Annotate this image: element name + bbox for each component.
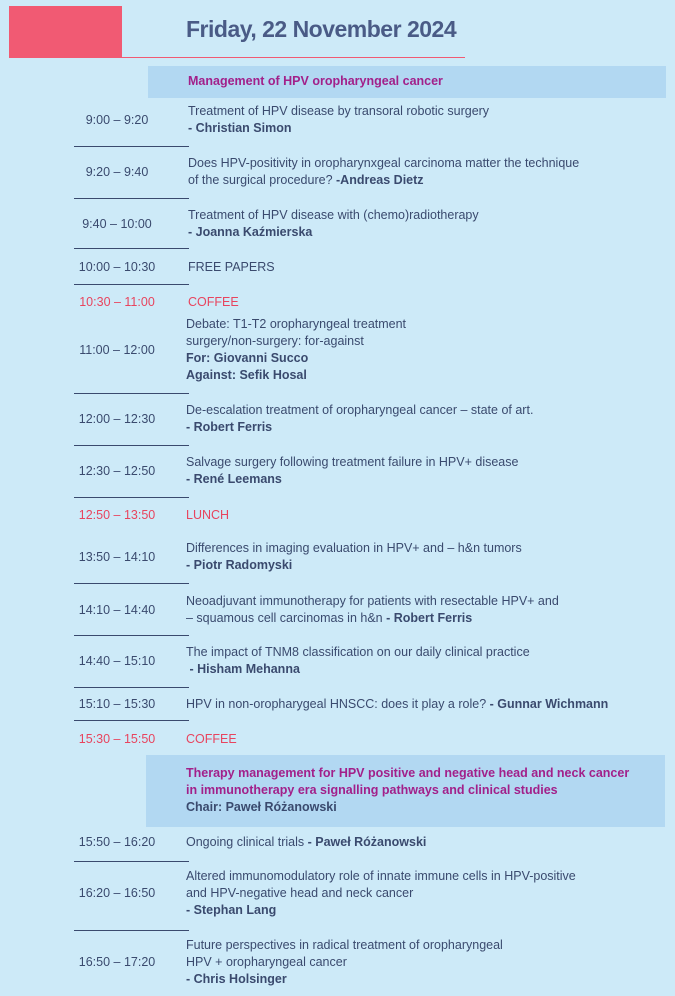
session-title-line [186,610,626,627]
section-header [148,66,666,98]
section-title: Management of HPV oropharyngeal cancer [188,74,443,88]
row-divider [74,198,189,199]
speaker-name: - Robert Ferris [386,611,473,625]
schedule-row [74,593,634,633]
time-slot: 16:50 – 17:20 [78,955,156,969]
row-divider [74,930,189,931]
schedule-row [74,258,634,278]
schedule-row [74,540,634,580]
accent-block [9,6,122,58]
session-title: Treatment of HPV disease by transoral robotic surgery [188,104,490,118]
time-slot: 15:30 – 15:50 [78,732,156,746]
session-description [186,507,626,524]
speaker-name: - Joanna Kaźmierska [188,225,313,239]
time-slot: 14:10 – 14:40 [78,603,156,617]
time-slot: 15:10 – 15:30 [78,697,156,711]
row-divider [74,497,189,498]
session-title-line [186,834,626,851]
session-description [188,259,628,276]
session-description [186,696,626,713]
session-title: of the surgical procedure? [188,173,337,187]
schedule-row [74,155,634,195]
time-slot: 9:40 – 10:00 [82,217,152,231]
session-title: Treatment of HPV disease with (chemo)radiotherapy [188,208,479,222]
session-description [186,868,626,919]
session-title: COFFEE [186,732,237,746]
speaker-name: - Hisham Mehanna [186,662,300,676]
time-slot: 9:20 – 9:40 [85,165,149,179]
schedule-row [74,868,634,923]
row-divider [74,445,189,446]
schedule-row [74,833,634,853]
row-divider [74,635,189,636]
session-title: Ongoing clinical trials [186,835,308,849]
speaker-name: - Paweł Różanowski [307,835,427,849]
time-slot: 16:20 – 16:50 [78,886,156,900]
session-title-line [188,172,628,189]
schedule-row [74,103,634,143]
time-slot: 11:00 – 12:00 [79,343,155,357]
session-title: HPV in non-oropharygeal HNSCC: does it play a role? [186,697,490,711]
row-divider [74,248,189,249]
row-divider [74,583,189,584]
schedule-row [74,695,634,715]
section-title-line: in immunotherapy era signalling pathways and clinical studies [186,783,558,797]
session-title: The impact of TNM8 classification on our daily clinical practice [186,645,530,659]
row-divider [74,687,189,688]
time-slot: 9:00 – 9:20 [85,113,149,127]
time-slot: 12:00 – 12:30 [78,412,156,426]
section-title-line: Therapy management for HPV positive and negative head and neck cancer [186,766,630,780]
time-slot: 10:30 – 11:00 [79,295,155,309]
time-slot: 13:50 – 14:10 [78,550,156,564]
schedule-row [74,644,634,684]
schedule-row [74,402,634,442]
section-chair: Chair: Paweł Różanowski [186,800,337,814]
session-description [188,207,628,241]
time-slot: 10:00 – 10:30 [78,260,156,274]
session-description [188,294,628,311]
row-divider [74,720,189,721]
speaker-name: - Stephan Lang [186,903,277,917]
row-divider [74,393,189,394]
session-description [186,316,626,384]
time-slot: 14:40 – 15:10 [78,654,156,668]
session-description [186,402,626,436]
speaker-name: - Gunnar Wichmann [489,697,609,711]
schedule-row [74,293,634,313]
time-slot: 15:50 – 16:20 [78,835,156,849]
session-title: Does HPV-positivity in oropharynxgeal carcinoma matter the technique [188,156,580,170]
speaker-name: -Andreas Dietz [336,173,424,187]
speaker-name: - Piotr Radomyski [186,558,293,572]
time-slot: 12:30 – 12:50 [78,464,156,478]
session-title: HPV + oropharyngeal cancer [186,955,347,969]
page-title: Friday, 22 November 2024 [186,16,457,42]
session-title: surgery/non-surgery: for-against [186,334,364,348]
session-title: Future perspectives in radical treatment of oropharyngeal [186,938,503,952]
schedule-row [74,730,634,750]
session-title: Neoadjuvant immunotherapy for patients with resectable HPV+ and [186,594,559,608]
time-slot: 12:50 – 13:50 [78,508,156,522]
session-description [186,731,626,748]
session-title: – squamous cell carcinomas in h&n [186,611,387,625]
section-header [146,755,665,827]
session-description [186,540,626,574]
session-title: LUNCH [186,508,230,522]
session-title-line [186,696,626,713]
speaker-name: - Robert Ferris [186,420,273,434]
schedule-row [74,316,634,386]
schedule-row [74,207,634,247]
session-description [186,937,626,988]
session-title: Differences in imaging evaluation in HPV+ and – h&n tumors [186,541,522,555]
session-title: and HPV-negative head and neck cancer [186,886,414,900]
speaker-name: - Chris Holsinger [186,972,287,986]
speaker-name: - René Leemans [186,472,282,486]
session-description [186,593,626,627]
session-description [188,103,628,137]
session-description [188,155,628,189]
session-description [186,644,626,678]
session-title: FREE PAPERS [188,260,275,274]
row-divider [74,284,189,285]
session-title: COFFEE [188,295,239,309]
row-divider [74,861,189,862]
speaker-name: - Christian Simon [188,121,292,135]
session-description [186,834,626,851]
session-title: Debate: T1-T2 oropharyngeal treatment [186,317,407,331]
session-description [186,454,626,488]
session-title: De-escalation treatment of oropharyngeal cancer – state of art. [186,403,534,417]
schedule-row [74,937,634,992]
schedule-row [74,506,634,526]
row-divider [74,146,189,147]
session-title: Altered immunomodulatory role of innate immune cells in HPV-positive [186,869,576,883]
schedule-row [74,454,634,494]
speaker-name: For: Giovanni Succo [186,351,309,365]
title-underline [122,57,465,58]
session-title: Salvage surgery following treatment failure in HPV+ disease [186,455,519,469]
speaker-name: Against: Sefik Hosal [186,368,307,382]
